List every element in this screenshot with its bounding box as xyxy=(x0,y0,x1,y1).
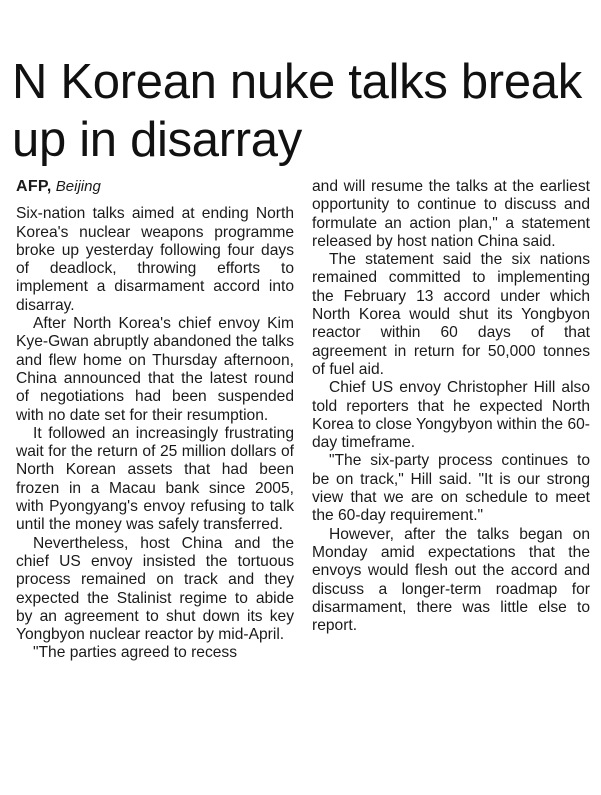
article-paragraph: Chief US envoy Christopher Hill also told reporters that he expected North Korea to close Yongybyon within the 60-day timeframe. xyxy=(312,379,590,452)
article-paragraph: Nevertheless, host China and the chief US envoy insisted the tortuous process remained on track and they expected the Stalinist regime to abide by an agreement to shut down its key Yongbyon nuclear reactor by mid-April. xyxy=(16,534,294,644)
article-paragraph: Six-nation talks aimed at ending North Korea's nuclear weapons programme broke up yesterday following four days of deadlock, throwing efforts to implement a disarmament accord into disarray. xyxy=(16,205,294,314)
article-paragraph: However, after the talks began on Monday amid expectations that the envoys would flesh out the accord and discuss a longer-term roadmap for disarmament, there was little else to report. xyxy=(312,525,590,635)
byline-agency: AFP, xyxy=(16,178,52,195)
article-paragraph: "The parties agreed to recess xyxy=(33,644,238,662)
article-paragraph: It followed an increasingly frustrating wait for the return of 25 million dollars of North Korean assets that had been frozen in a Macau bank since 2005, with Pyongyang's envoy refusing to talk until the money was safely transferred. xyxy=(16,424,294,534)
article-paragraph: After North Korea's chief envoy Kim Kye-Gwan abruptly abandoned the talks and flew home on Thursday afternoon, China announced that the latest round of negotiations had been suspended with no date set for their resumption. xyxy=(16,315,294,424)
byline-dateline: Beijing xyxy=(55,178,101,195)
article-paragraph: The statement said the six nations remained committed to implementing the February 13 accord under which North Korea would shut its Yongbyon reactor within 60 days of that agreement in return for 50,000 tonnes of fuel aid. xyxy=(312,251,590,378)
article-paragraph: and will resume the talks at the earliest opportunity to continue to discuss and formulate an action plan," a statement released by host nation China said. xyxy=(312,178,590,250)
article-paragraph: "The six-party process continues to be on track," Hill said. "It is our strong view that we are on schedule to meet the 60-day requirement." xyxy=(312,452,590,525)
byline xyxy=(16,178,294,196)
headline: N Korean nuke talks break up in disarray xyxy=(12,54,582,167)
article-column-left xyxy=(16,178,294,663)
article-column-right xyxy=(312,178,590,635)
